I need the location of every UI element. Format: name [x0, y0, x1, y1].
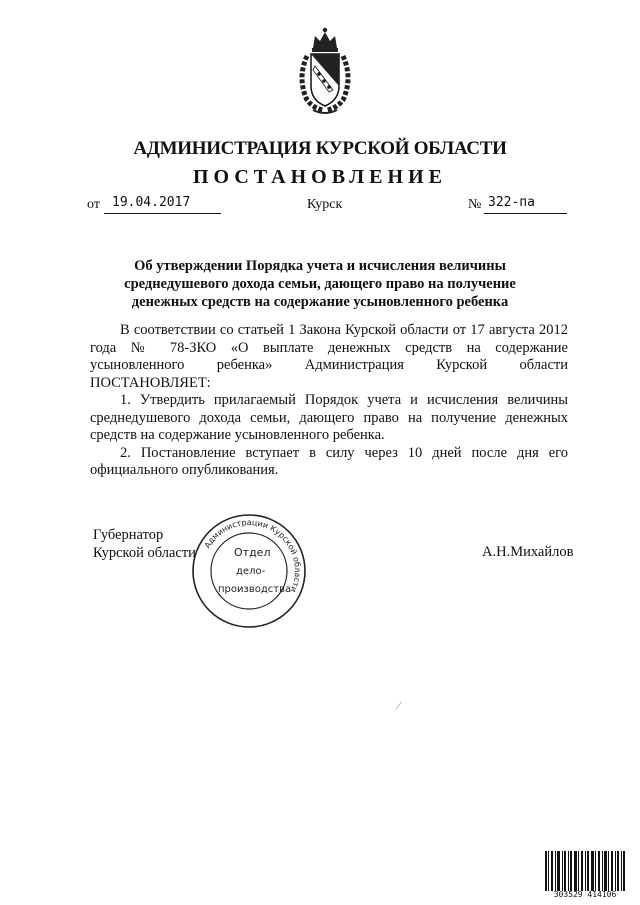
signer-title-line-2: Курской области: [93, 544, 196, 561]
document-date: 19.04.2017: [104, 195, 221, 214]
pen-mark: ∕: [398, 700, 400, 712]
stamp-line-1: Отдел: [234, 546, 271, 559]
signer-name: А.Н.Михайлов: [482, 544, 574, 560]
barcode-icon: [545, 848, 625, 896]
document-type: ПОСТАНОВЛЕНИЕ: [193, 166, 447, 188]
organization-title: АДМИНИСТРАЦИЯ КУРСКОЙ ОБЛАСТИ: [133, 138, 507, 159]
date-prefix: от: [87, 197, 100, 212]
stamp-line-3: производства: [218, 584, 292, 595]
round-stamp: [190, 512, 308, 630]
barcode-number: 303529 414106: [553, 890, 617, 899]
kursk-coat-of-arms-icon: [293, 26, 357, 116]
signer-title-line-1: Губернатор: [93, 527, 164, 543]
document-body: [90, 322, 568, 480]
document-city: Курск: [307, 197, 343, 212]
signer-title: [93, 527, 196, 562]
item-paragraph-1: 1. Утвердить прилагаемый Порядок учета и исчисления величины среднедушевого дохода семьи, дающего право на получение денежных средств на содержание усыновленного ребенка.: [90, 392, 568, 443]
document-number: 322-па: [484, 195, 567, 214]
stamp-ring-text: Администрации Курской области: [202, 517, 303, 594]
number-prefix: №: [468, 197, 482, 212]
stamp-line-2: дело-: [236, 566, 266, 577]
item-paragraph-2: 2. Постановление вступает в силу через 10 дней после дня его официального опубликования.: [90, 444, 568, 478]
document-subject: Об утверждении Порядка учета и исчисления величины среднедушевого дохода семьи, дающего право на получение денежных средств на содержание усыновленного ребенка: [124, 258, 516, 310]
preamble-paragraph: В соответствии со статьей 1 Закона Курской области от 17 августа 2012 года № 78-ЗКО «О выплате денежных средств на содержание усыновленного ребенка» Администрация Курской области ПОСТАНОВЛЯЕТ:: [90, 322, 568, 391]
